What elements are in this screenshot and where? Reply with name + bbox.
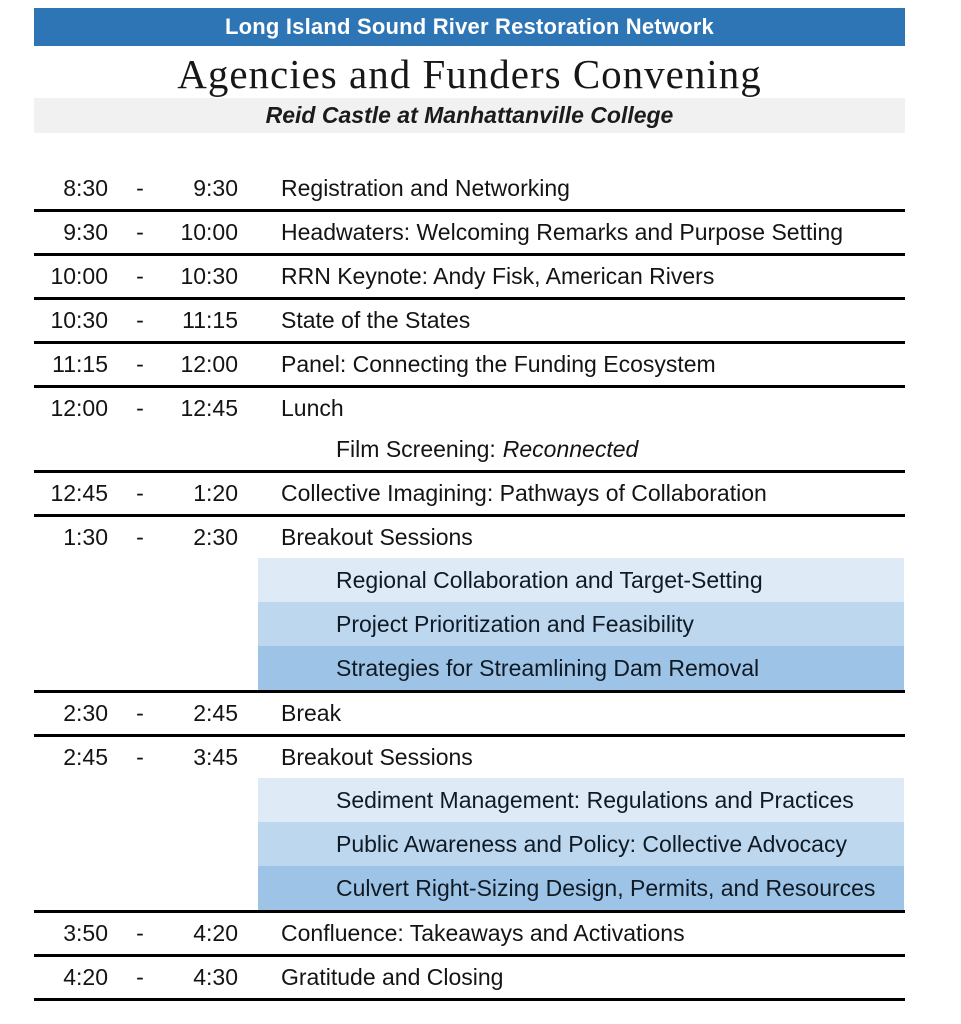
film-screening-note xyxy=(34,429,905,470)
start-time: 3:50 xyxy=(63,920,108,946)
end-time: 3:45 xyxy=(193,744,238,770)
start-time: 9:30 xyxy=(63,219,108,245)
breakout-session xyxy=(258,822,904,866)
schedule-row xyxy=(34,388,905,429)
film-screening-label: Film Screening: xyxy=(336,436,496,462)
breakout-session xyxy=(258,646,904,690)
schedule-row xyxy=(34,344,905,385)
breakout-session xyxy=(258,558,904,602)
start-time: 10:00 xyxy=(50,263,108,289)
schedule-row xyxy=(34,473,905,514)
event-name: Breakout Sessions xyxy=(281,744,473,770)
breakout-session xyxy=(258,602,904,646)
time-separator: - xyxy=(136,175,144,201)
start-time: 11:15 xyxy=(52,351,108,377)
start-time: 1:30 xyxy=(63,524,108,550)
start-time: 2:30 xyxy=(63,700,108,726)
end-time: 12:00 xyxy=(180,351,238,377)
schedule-row xyxy=(34,300,905,341)
schedule-row xyxy=(34,212,905,253)
time-separator: - xyxy=(136,480,144,506)
venue-banner xyxy=(34,98,905,133)
breakout-session xyxy=(258,866,904,910)
schedule-row xyxy=(34,913,905,954)
time-separator: - xyxy=(136,219,144,245)
event-name: RRN Keynote: Andy Fisk, American Rivers xyxy=(281,263,715,289)
end-time: 12:45 xyxy=(180,395,238,421)
film-title: Reconnected xyxy=(502,436,639,462)
end-time: 11:15 xyxy=(182,307,238,333)
end-time: 10:30 xyxy=(180,263,238,289)
breakout-title: Public Awareness and Policy: Collective Advocacy xyxy=(336,830,847,857)
breakout-title: Culvert Right-Sizing Design, Permits, and Resources xyxy=(336,874,876,901)
event-name: Panel: Connecting the Funding Ecosystem xyxy=(281,351,716,377)
network-banner xyxy=(34,8,905,46)
event-name: Headwaters: Welcoming Remarks and Purpose Setting xyxy=(281,219,844,245)
start-time: 8:30 xyxy=(63,175,108,201)
breakout-title: Project Prioritization and Feasibility xyxy=(336,610,694,637)
end-time: 4:20 xyxy=(193,920,238,946)
end-time: 2:45 xyxy=(193,700,238,726)
divider xyxy=(34,998,905,1001)
event-name: Lunch xyxy=(281,395,344,421)
network-title: Long Island Sound River Restoration Network xyxy=(225,14,714,39)
venue-text: Reid Castle at Manhattanville College xyxy=(265,102,674,128)
time-separator: - xyxy=(136,395,144,421)
event-name: Registration and Networking xyxy=(281,175,570,201)
event-name: Confluence: Takeaways and Activations xyxy=(281,920,685,946)
schedule-row xyxy=(34,693,905,734)
time-separator: - xyxy=(136,263,144,289)
time-separator: - xyxy=(136,920,144,946)
schedule-row xyxy=(34,957,905,998)
end-time: 2:30 xyxy=(193,524,238,550)
end-time: 9:30 xyxy=(193,175,238,201)
event-title: Agencies and Funders Convening xyxy=(177,51,762,97)
event-name: Gratitude and Closing xyxy=(281,964,504,990)
start-time: 2:45 xyxy=(63,744,108,770)
event-name: Collective Imagining: Pathways of Collaboration xyxy=(281,480,767,506)
end-time: 4:30 xyxy=(193,964,238,990)
time-separator: - xyxy=(136,964,144,990)
start-time: 10:30 xyxy=(50,307,108,333)
schedule-row xyxy=(34,256,905,297)
event-name: Breakout Sessions xyxy=(281,524,473,550)
breakout-title: Regional Collaboration and Target-Setting xyxy=(336,566,763,593)
schedule-row xyxy=(34,517,905,558)
event-name: State of the States xyxy=(281,307,471,333)
start-time: 12:00 xyxy=(50,395,108,421)
end-time: 1:20 xyxy=(193,480,238,506)
time-separator: - xyxy=(136,700,144,726)
schedule-row xyxy=(34,168,905,209)
breakout-session xyxy=(258,778,904,822)
end-time: 10:00 xyxy=(180,219,238,245)
time-separator: - xyxy=(136,307,144,333)
breakout-title: Strategies for Streamlining Dam Removal xyxy=(336,654,760,681)
schedule-row xyxy=(34,737,905,778)
start-time: 12:45 xyxy=(50,480,108,506)
breakout-title: Sediment Management: Regulations and Practices xyxy=(336,786,854,813)
time-separator: - xyxy=(136,744,144,770)
time-separator: - xyxy=(136,524,144,550)
start-time: 4:20 xyxy=(63,964,108,990)
time-separator: - xyxy=(136,351,144,377)
schedule xyxy=(34,168,905,1001)
event-name: Break xyxy=(281,700,342,726)
